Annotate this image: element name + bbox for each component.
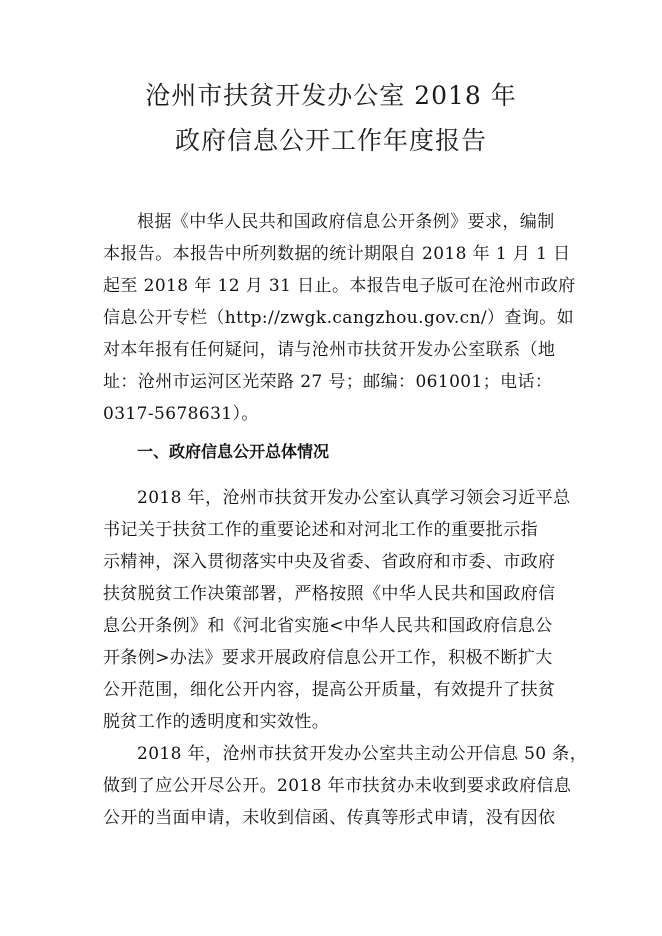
intro-line: 0317-5678631）。 [103, 404, 259, 424]
overview-line: 脱贫工作的透明度和实效性。 [103, 712, 330, 732]
intro-line: 起至 2018 年 12 月 31 日止。本报告电子版可在沧州市政府 [103, 276, 576, 296]
disclosure-line: 做到了应公开尽公开。2018 年市扶贫办未收到要求政府信息 [103, 776, 572, 796]
intro-line: 址：沧州市运河区光荣路 27 号；邮编：061001；电话： [103, 372, 553, 392]
intro-line: 信息公开专栏（http://zwgk.cangzhou.gov.cn/）查询。如 [103, 308, 575, 328]
overview-line: 开条例>办法》要求开展政府信息公开工作，积极不断扩大 [103, 648, 553, 668]
overview-line: 2018 年，沧州市扶贫开发办公室认真学习领会习近平总 [137, 488, 571, 508]
overview-line: 公开范围，细化公开内容，提高公开质量，有效提升了扶贫 [103, 680, 556, 700]
overview-line: 示精神，深入贯彻落实中央及省委、省政府和市委、市政府 [103, 552, 556, 572]
disclosure-line: 2018 年，沧州市扶贫开发办公室共主动公开信息 50 条， [137, 744, 588, 764]
intro-line: 本报告。本报告中所列数据的统计期限自 2018 年 1 月 1 日 [103, 244, 571, 264]
document-title-line-2: 政府信息公开工作年度报告 [174, 126, 487, 155]
disclosure-line: 公开的当面申请，未收到信函、传真等形式申请，没有因依 [103, 808, 556, 828]
intro-line: 对本年报有任何疑问，请与沧州市扶贫开发办公室联系（地 [103, 340, 556, 360]
section-heading: 一、政府信息公开总体情况 [137, 442, 330, 461]
overview-line: 扶贫脱贫工作决策部署，严格按照《中华人民共和国政府信 [103, 584, 556, 604]
overview-line: 息公开条例》和《河北省实施<中华人民共和国政府信息公 [103, 616, 553, 636]
intro-paragraph [103, 206, 587, 430]
overview-line: 书记关于扶贫工作的重要论述和对河北工作的重要批示指 [103, 520, 538, 540]
intro-line: 根据《中华人民共和国政府信息公开条例》要求，编制 [137, 212, 555, 232]
overview-paragraph [103, 482, 587, 738]
document-title-line-1: 沧州市扶贫开发办公室 2018 年 [145, 81, 517, 110]
disclosure-paragraph [103, 738, 587, 834]
